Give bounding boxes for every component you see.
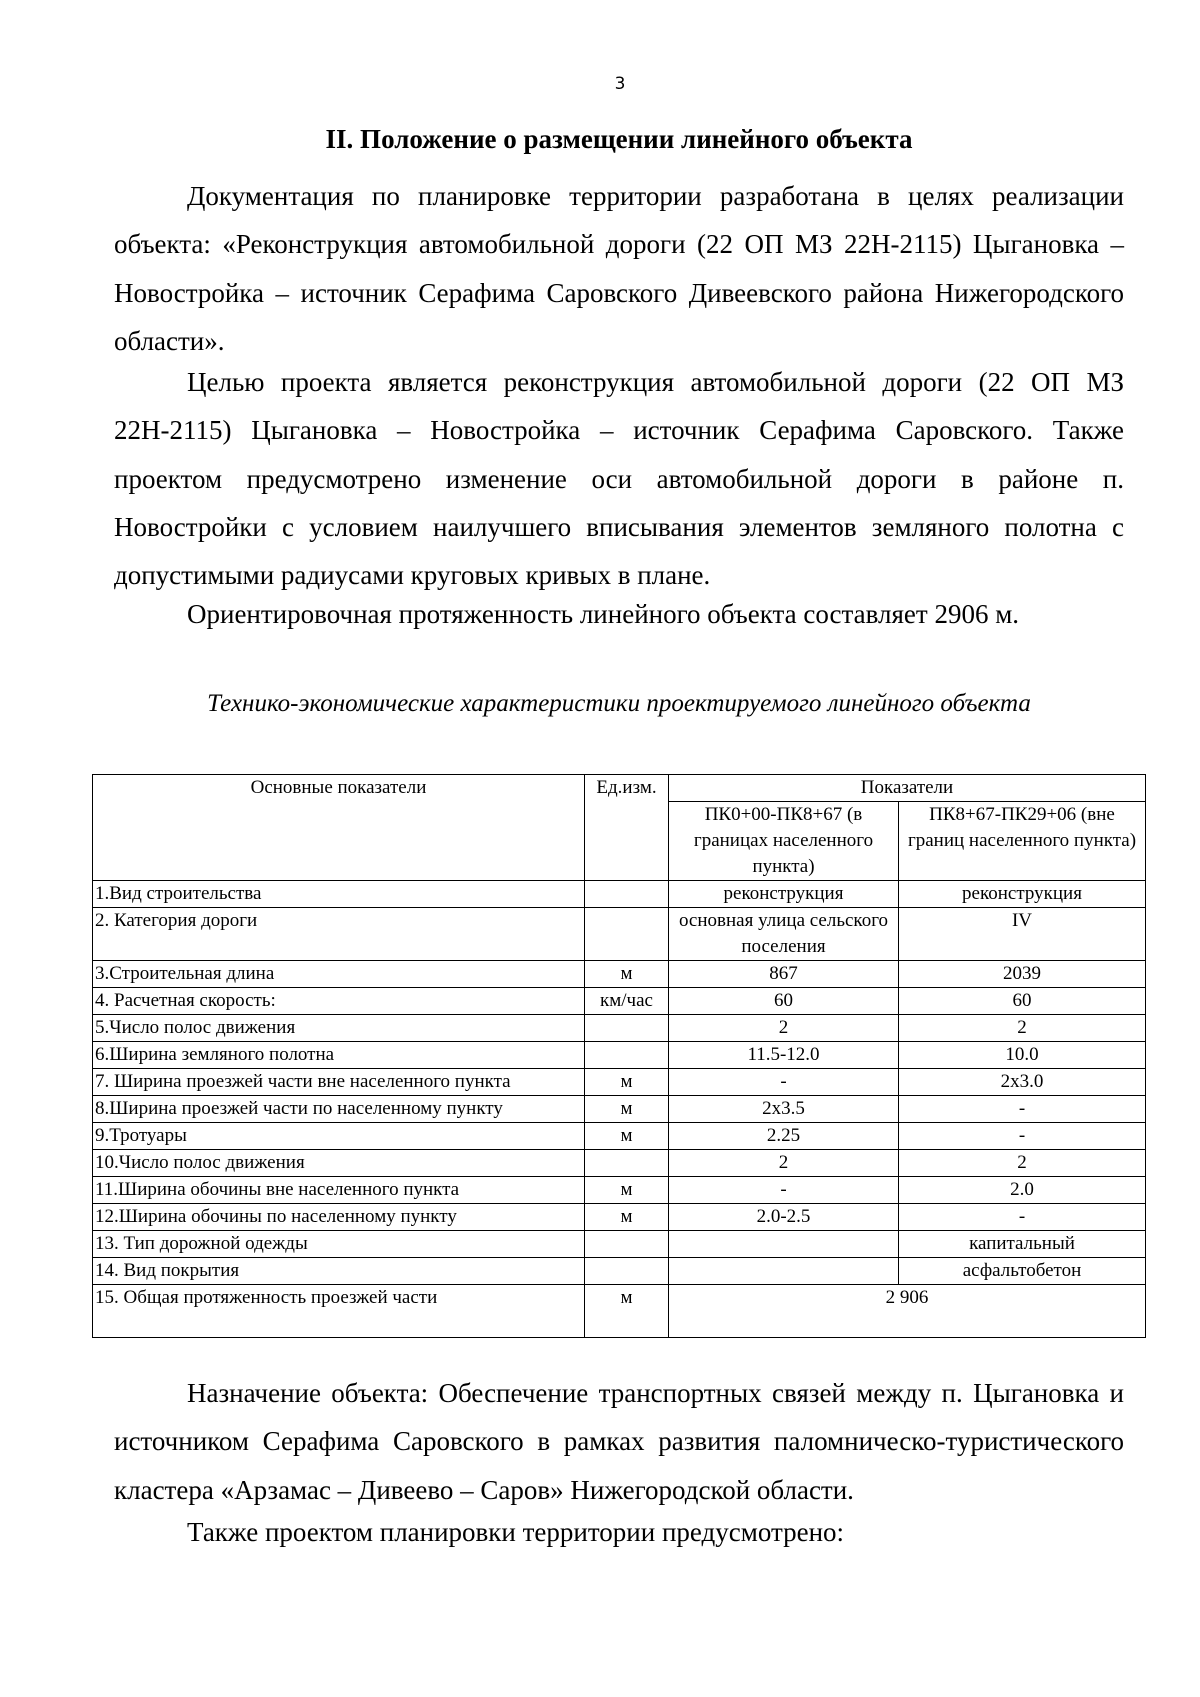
header-values: Показатели (669, 775, 1146, 802)
row-unit: м (585, 1177, 669, 1204)
row-name: 2. Категория дороги (93, 908, 585, 961)
row-name: 8.Ширина проезжей части по населенному пункту (93, 1096, 585, 1123)
row-unit: м (585, 1123, 669, 1150)
row-value-segment-2: IV (899, 908, 1146, 961)
table-row (93, 1015, 1146, 1042)
paragraph-documentation: Документация по планировке территории разработана в целях реализации объекта: «Реконструкция автомобильной дороги (22 ОП МЗ 22Н-2115) Цыгановка – Новостройка – источник Серафима Саровского Дивеевского района Нижегородского области». (114, 181, 1124, 356)
table-row (93, 1123, 1146, 1150)
row-value-segment-1: 2.0-2.5 (669, 1204, 899, 1231)
paragraph-length: Ориентировочная протяженность линейного объекта составляет 2906 м. (187, 599, 1020, 629)
table-caption: Технико-экономические характеристики проектируемого линейного объекта (207, 690, 1031, 717)
row-value-segment-2: - (899, 1123, 1146, 1150)
row-value-segment-2: асфальтобетон (899, 1258, 1146, 1285)
row-unit: м (585, 961, 669, 988)
row-name: 5.Число полос движения (93, 1015, 585, 1042)
row-value-segment-2: 10.0 (899, 1042, 1146, 1069)
row-name: 12.Ширина обочины по населенному пункту (93, 1204, 585, 1231)
row-value-segment-1 (669, 1258, 899, 1285)
row-name: 6.Ширина земляного полотна (93, 1042, 585, 1069)
row-name: 3.Строительная длина (93, 961, 585, 988)
table-header-row (93, 775, 1146, 802)
row-name: 7. Ширина проезжей части вне населенного пункта (93, 1069, 585, 1096)
row-value-segment-2: капитальный (899, 1231, 1146, 1258)
row-unit (585, 881, 669, 908)
row-value-segment-2: - (899, 1204, 1146, 1231)
page-number: 3 (614, 74, 626, 94)
row-unit (585, 1150, 669, 1177)
row-unit (585, 1015, 669, 1042)
row-value-segment-2: 2 (899, 1150, 1146, 1177)
row-name: 10.Число полос движения (93, 1150, 585, 1177)
row-value-segment-1: основная улица сельского поселения (669, 908, 899, 961)
row-name: 15. Общая протяженность проезжей части (93, 1285, 585, 1338)
header-indicators: Основные показатели (93, 775, 585, 881)
header-segment-1: ПК0+00-ПК8+67 (в границах населенного пункта) (669, 802, 899, 881)
table-row (93, 908, 1146, 961)
row-unit: м (585, 1069, 669, 1096)
specs-table (92, 774, 1146, 1338)
row-value-segment-1: 2x3.5 (669, 1096, 899, 1123)
row-value-segment-2: 2.0 (899, 1177, 1146, 1204)
row-value-segment-2: 2x3.0 (899, 1069, 1146, 1096)
table-row (93, 1042, 1146, 1069)
table-row (93, 881, 1146, 908)
table-row (93, 1069, 1146, 1096)
row-name: 9.Тротуары (93, 1123, 585, 1150)
row-unit: м (585, 1204, 669, 1231)
paragraph-project-goal: Целью проекта является реконструкция автомобильной дороги (22 ОП МЗ 22Н-2115) Цыгановка – Новостройка – источник Серафима Саровского. Также проектом предусмотрено изменение оси автомобильной дороги в районе п. Новостройки с условием наилучшего вписывания элементов земляного полотна с допустимыми радиусами круговых кривых в плане. (114, 367, 1124, 591)
row-name: 14. Вид покрытия (93, 1258, 585, 1285)
section-heading: II. Положение о размещении линейного объекта (325, 124, 913, 154)
row-value-segment-2: 2039 (899, 961, 1146, 988)
row-total-value: 2 906 (669, 1285, 1146, 1338)
row-value-segment-1: 867 (669, 961, 899, 988)
row-unit: м (585, 1096, 669, 1123)
row-name: 4. Расчетная скорость: (93, 988, 585, 1015)
table-row (93, 1150, 1146, 1177)
table-row (93, 1258, 1146, 1285)
row-value-segment-2: реконструкция (899, 881, 1146, 908)
row-unit: м (585, 1285, 669, 1338)
header-segment-2: ПК8+67-ПК29+06 (вне границ населенного пункта) (899, 802, 1146, 881)
row-name: 11.Ширина обочины вне населенного пункта (93, 1177, 585, 1204)
row-value-segment-1: 2.25 (669, 1123, 899, 1150)
table-row (93, 961, 1146, 988)
row-value-segment-1: 2 (669, 1150, 899, 1177)
row-value-segment-1: реконструкция (669, 881, 899, 908)
row-unit (585, 1258, 669, 1285)
row-value-segment-2: - (899, 1096, 1146, 1123)
row-value-segment-1 (669, 1231, 899, 1258)
table-row (93, 1231, 1146, 1258)
row-unit (585, 1231, 669, 1258)
header-unit: Ед.изм. (585, 775, 669, 881)
row-value-segment-1: - (669, 1069, 899, 1096)
row-name: 1.Вид строительства (93, 881, 585, 908)
paragraph-also: Также проектом планировки территории предусмотрено: (187, 1517, 845, 1547)
row-unit (585, 1042, 669, 1069)
row-name: 13. Тип дорожной одежды (93, 1231, 585, 1258)
paragraph-purpose: Назначение объекта: Обеспечение транспортных связей между п. Цыгановка и источником Серафима Саровского в рамках развития паломническо-туристического кластера «Арзамас – Дивеево – Саров» Нижегородской области. (114, 1378, 1124, 1505)
row-value-segment-2: 60 (899, 988, 1146, 1015)
row-value-segment-1: 60 (669, 988, 899, 1015)
table-total-row (93, 1285, 1146, 1338)
table-row (93, 1204, 1146, 1231)
row-value-segment-1: - (669, 1177, 899, 1204)
row-unit (585, 908, 669, 961)
table-body (93, 881, 1146, 1285)
table-row (93, 988, 1146, 1015)
row-unit: км/час (585, 988, 669, 1015)
table-row (93, 1177, 1146, 1204)
row-value-segment-1: 11.5-12.0 (669, 1042, 899, 1069)
row-value-segment-2: 2 (899, 1015, 1146, 1042)
row-value-segment-1: 2 (669, 1015, 899, 1042)
table-row (93, 1096, 1146, 1123)
